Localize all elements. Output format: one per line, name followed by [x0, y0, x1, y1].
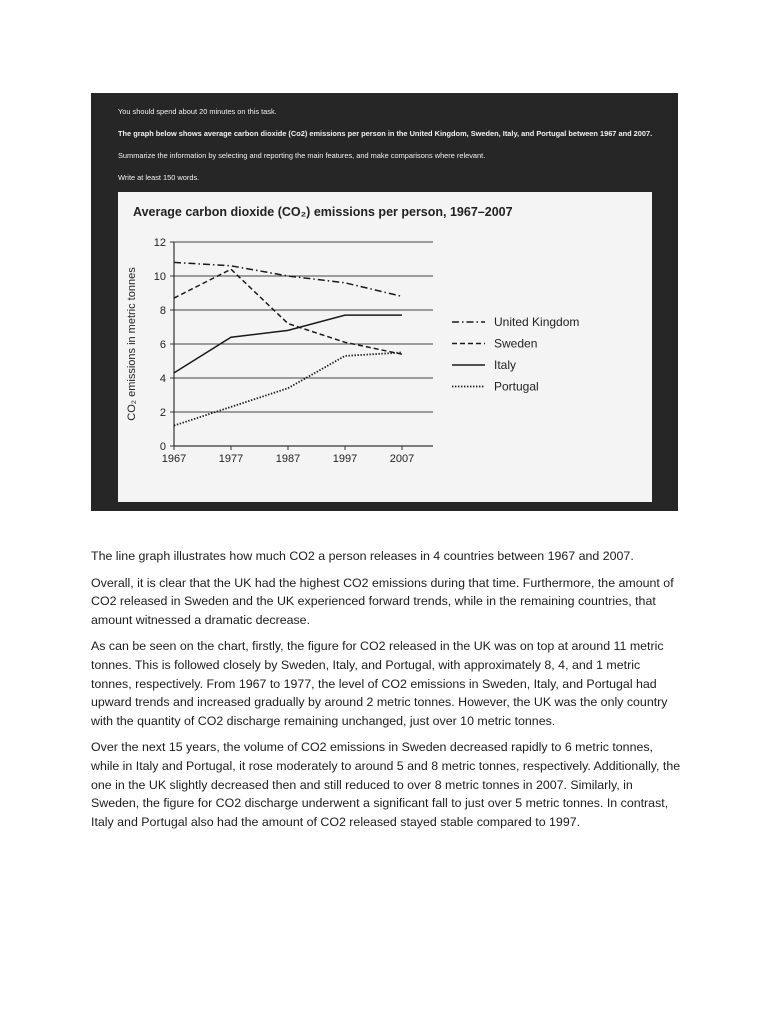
chart-axes [154, 237, 433, 465]
x-tick-label-1967: 1967 [161, 453, 187, 465]
x-tick-label-1977: 1977 [218, 453, 244, 465]
y-tick-label-12: 12 [153, 237, 166, 249]
essay-paragraph-body-1: As can be seen on the chart, firstly, the figure for CO2 released in the UK was on top at around 11 metric tonnes. This is followed closely by Sweden, Italy, and Portugal, with approximately 8, 4, and 1 metric tonnes, respectively. From 1967 to 1977, the level of CO2 emissions in Sweden, Italy, and Portugal had upward trends and increased gradually by around 2 metric tonnes. However, the UK was the only country with the quantity of CO2 discharge remaining unchanged, just over 10 metric tonnes. [91, 639, 668, 728]
essay-paragraph-intro: The line graph illustrates how much CO2 a person releases in 4 countries between 1967 and 2007. [91, 549, 634, 563]
series-line-united-kingdom [174, 262, 402, 296]
y-tick-label-8: 8 [159, 305, 166, 317]
chart-legend [452, 315, 579, 394]
x-tick-label-1987: 1987 [275, 453, 301, 465]
y-axis-label: CO₂ emissions in metric tonnes [126, 267, 138, 421]
task-summary-instruction: Summarize the information by selecting and reporting the main features, and make comparisons where relevant. [118, 151, 486, 160]
essay-text [91, 547, 681, 839]
y-tick-label-6: 6 [159, 339, 166, 351]
task-time-instruction: You should spend about 20 minutes on this task. [118, 107, 277, 116]
x-tick-label-1997: 1997 [332, 453, 358, 465]
task-description: The graph below shows average carbon dioxide (Co2) emissions per person in the United Kingdom, Sweden, Italy, and Portugal between 1967 and 2007. [118, 129, 653, 138]
chart-title: Average carbon dioxide (CO₂) emissions per person, 1967–2007 [133, 205, 513, 219]
legend-label-united-kingdom: United Kingdom [494, 315, 580, 329]
y-tick-label-10: 10 [153, 271, 166, 283]
y-tick-label-2: 2 [159, 407, 166, 419]
line-chart [118, 192, 652, 502]
y-tick-label-0: 0 [159, 441, 166, 453]
y-tick-label-4: 4 [159, 373, 166, 385]
task-panel [91, 93, 678, 511]
x-tick-label-2007: 2007 [389, 453, 415, 465]
task-word-count: Write at least 150 words. [118, 173, 200, 182]
legend-label-italy: Italy [494, 358, 517, 372]
essay-paragraph-body-2: Over the next 15 years, the volume of CO2 emissions in Sweden decreased rapidly to 6 metric tonnes, while in Italy and Portugal, it rose moderately to around 5 and 8 metric tonnes, respectively. Additionally, the one in the UK slightly decreased then and still reduced to over 8 metric tonnes in 2007. Similarly, in Sweden, the figure for CO2 discharge underwent a significant fall to just over 5 metric tonnes. In contrast, Italy and Portugal also had the amount of CO2 released stayed stable compared to 1997. [91, 740, 681, 829]
essay-paragraph-overview: Overall, it is clear that the UK had the highest CO2 emissions during that time. Furthermore, the amount of CO2 released in Sweden and the UK experienced forward trends, while in the remaining countries, that amount witnessed a dramatic decrease. [91, 575, 674, 627]
series-line-portugal [174, 353, 402, 426]
legend-label-sweden: Sweden [494, 336, 538, 351]
legend-label-portugal: Portugal [494, 379, 539, 394]
series-line-sweden [174, 269, 402, 354]
chart-svg [118, 192, 652, 502]
